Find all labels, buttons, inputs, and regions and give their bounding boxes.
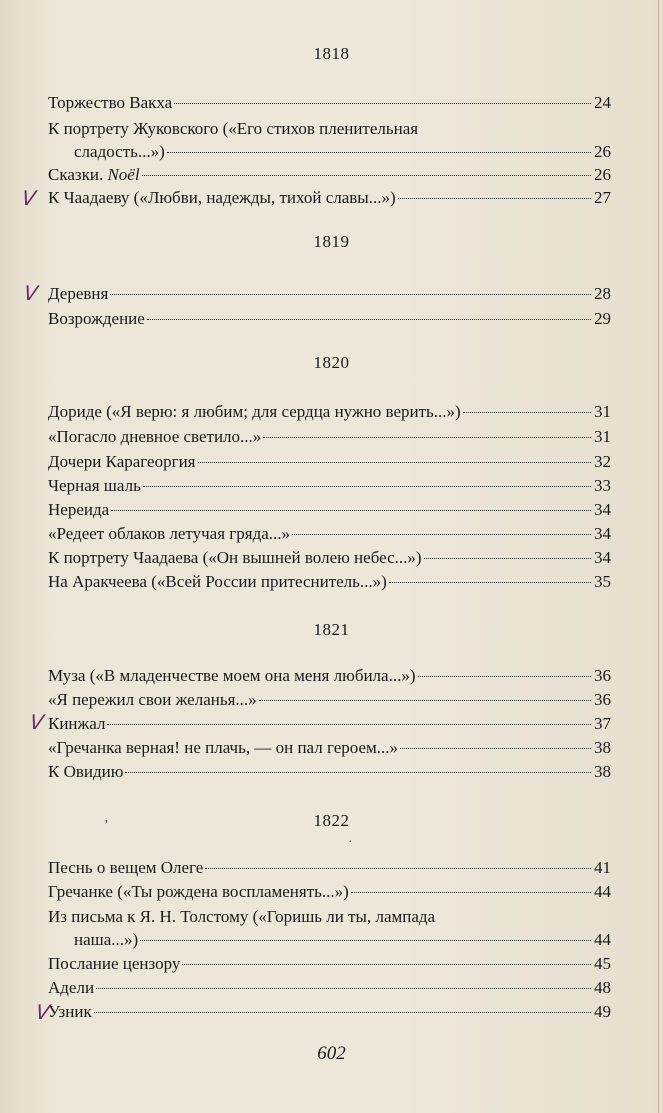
leader-dots [259,699,591,701]
entry-title: Гречанке («Ты рождена воспламенять...») [48,882,349,901]
entry-title: Нереида [48,500,110,519]
toc-entry [48,736,611,759]
entry-page: 24 [594,93,611,112]
toc-entry [48,522,611,545]
entry-page: 44 [594,882,611,901]
entry-page: 38 [594,738,611,757]
toc-entry [48,856,611,879]
entry-title: Послание цензору [48,954,181,973]
entry-title: «Редеет облаков летучая гряда...» [48,524,291,543]
leader-dots [182,963,591,965]
toc-entry [48,1000,611,1023]
entry-title-first-line: Из письма к Я. Н. Толстому («Горишь ли ты, лампада [48,907,436,926]
leader-dots [143,485,591,487]
entry-page: 32 [594,452,611,471]
toc-entry [48,905,611,951]
entry-page: 33 [594,476,611,495]
entry-page: 26 [594,165,611,184]
pen-mark: · [348,835,353,850]
leader-dots [389,581,591,583]
leader-dots [111,509,591,511]
toc-entry [48,307,611,330]
year-heading: 1819 [313,232,350,251]
entry-title: Черная шаль [48,476,141,495]
toc-entry [48,91,611,114]
year-heading: 1820 [313,353,350,372]
year-heading: 1818 [313,44,350,63]
toc-entry [48,498,611,521]
year-heading: 1822 [313,811,350,830]
leader-dots [174,102,591,104]
entry-title: Адели [48,978,95,997]
entry-page: 37 [594,714,611,733]
entry-page: 45 [594,954,611,973]
leader-dots [125,771,591,773]
leader-dots [140,939,591,941]
toc-entry [48,186,611,209]
italic-title-part: Noël [107,165,140,184]
entry-page: 44 [594,930,611,949]
leader-dots [142,174,591,176]
toc-entry [48,688,611,711]
checkmark-annotation: V [28,710,46,734]
entry-title: наша...») [74,930,139,949]
pen-mark: ʼ [104,818,109,833]
entry-page: 48 [594,978,611,997]
leader-dots [463,411,591,413]
toc-entry [48,474,611,497]
toc-entry [48,880,611,903]
toc-entry [48,450,611,473]
toc-entry [48,664,611,687]
toc-entry [48,400,611,423]
entry-title: Муза («В младенчестве моем она меня любила...») [48,666,416,685]
entry-page: 34 [594,548,611,567]
entry-title: Сказки. Noël [48,165,140,184]
checkmark-annotation: V [20,186,38,210]
checkmark-annotation: V [34,1000,52,1024]
entry-page: 34 [594,524,611,543]
entry-title: Дориде («Я верю: я любим; для сердца нужно верить...») [48,402,461,421]
toc-entry [48,570,611,593]
leader-dots [351,891,591,893]
leader-dots [292,533,591,535]
entry-page: 36 [594,690,611,709]
entry-title: Узник [48,1002,92,1021]
entry-title: Дочери Карагеоргия [48,452,196,471]
leader-dots [107,723,591,725]
entry-title: Песнь о вещем Олеге [48,858,204,877]
entry-page: 36 [594,666,611,685]
checkmark-annotation: V [22,281,40,305]
leader-dots [198,461,592,463]
entry-title: На Аракчеева («Всей России притеснитель...») [48,572,387,591]
toc-entry [48,282,611,305]
toc-entry [48,425,611,448]
leader-dots [263,436,591,438]
entry-page: 41 [594,858,611,877]
entry-title: Деревня [48,284,109,303]
entry-page: 38 [594,762,611,781]
toc-entry [48,117,611,163]
leader-dots [400,747,591,749]
leader-dots [398,197,591,199]
margin-line [658,0,659,1113]
leader-dots [418,675,591,677]
leader-dots [424,557,591,559]
toc-entry [48,546,611,569]
entry-title: К Чаадаеву («Любви, надежды, тихой славы...») [48,188,396,207]
entry-title: «Гречанка верная! не плачь, — он пал героем...» [48,738,399,757]
entry-page: 49 [594,1002,611,1021]
entry-title-first-line: К портрету Жуковского («Его стихов пленительная [48,119,419,138]
entry-title: «Погасло дневное светило...» [48,427,262,446]
leader-dots [147,318,591,320]
entry-title: «Я пережил свои желанья...» [48,690,257,709]
leader-dots [96,987,591,989]
year-heading: 1821 [313,620,350,639]
entry-page: 28 [594,284,611,303]
page-number: 602 [317,1043,346,1064]
toc-entry [48,712,611,735]
entry-page: 31 [594,402,611,421]
toc-entry [48,976,611,999]
entry-title: К портрету Чаадаева («Он вышней волею небес...») [48,548,422,567]
entry-page: 34 [594,500,611,519]
toc-entry [48,952,611,975]
toc-entry [48,760,611,783]
entry-page: 29 [594,309,611,328]
entry-title: Возрождение [48,309,145,328]
entry-page: 31 [594,427,611,446]
entry-page: 27 [594,188,611,207]
entry-title: К Овидию [48,762,124,781]
toc-entry [48,163,611,186]
entry-title: сладость...») [74,142,165,161]
entry-page: 26 [594,142,611,161]
leader-dots [167,151,591,153]
leader-dots [94,1011,591,1013]
entry-title: Торжество Вакха [48,93,173,112]
leader-dots [110,293,591,295]
entry-page: 35 [594,572,611,591]
leader-dots [205,867,591,869]
entry-title: Кинжал [48,714,106,733]
